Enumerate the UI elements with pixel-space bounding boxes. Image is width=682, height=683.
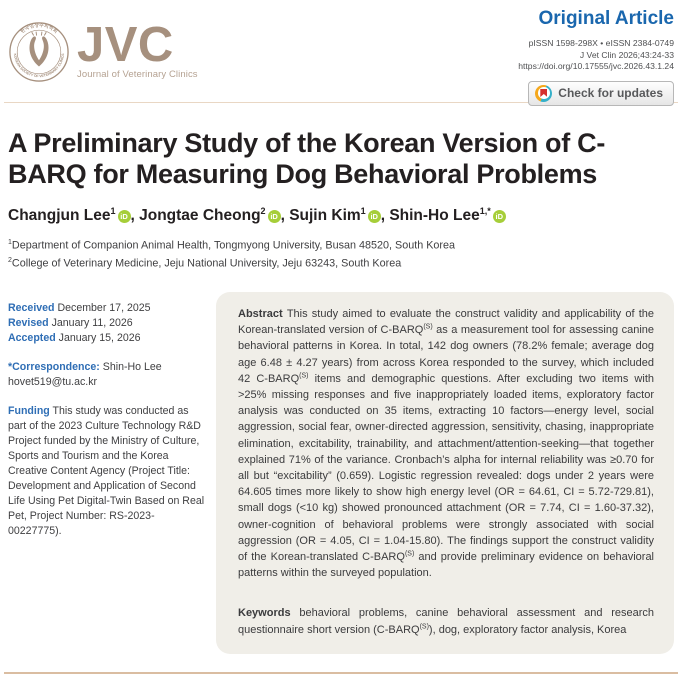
- author-affil-marker: 1: [110, 205, 116, 216]
- author-name: Sujin Kim: [289, 206, 361, 224]
- author-separator: ,: [280, 206, 290, 224]
- author: [139, 207, 289, 224]
- funding-text: This study was conducted as part of the 2023 Culture Technology R&D Project funded by the Ministry of Culture, Sports and Tourism and the Korea Creative Content Agency (Project Title: Development and Application of Second Life Using Pet Digital-Twin Based on Real Pet, Project Number: RS-2023-00227775).: [8, 404, 205, 537]
- affiliation-marker: 1: [8, 238, 12, 246]
- svg-text:한국임상수의학회: [19, 22, 60, 36]
- seal-text-top: 한국임상수의학회: [20, 23, 58, 35]
- received-label: Received: [8, 301, 55, 314]
- article-title: A Preliminary Study of the Korean Version of C-BARQ for Measuring Dog Behavioral Problems: [8, 128, 606, 190]
- author-name: Jongtae Cheong: [139, 206, 261, 224]
- accepted-date: January 15, 2026: [58, 331, 141, 344]
- author-affil-marker: 1: [360, 205, 366, 216]
- revised-date: January 11, 2026: [51, 316, 133, 329]
- affiliation-list: [8, 235, 674, 272]
- funding-label: Funding: [8, 404, 50, 417]
- correspondence-block: [8, 360, 208, 390]
- author: [389, 207, 505, 224]
- accepted-label: Accepted: [8, 331, 56, 344]
- journal-logo: [8, 17, 198, 83]
- orcid-icon[interactable]: iD: [118, 210, 131, 223]
- footer-divider: [4, 672, 678, 674]
- affiliation-text: College of Veterinary Medicine, Jeju National University, Jeju 63243, South Korea: [11, 257, 402, 270]
- abstract-text: Abstract This study aimed to evaluate the construct validity and applicability of the Korean-translated version of $C-BARQ^{(S)}$ as a measurement tool for assessing canine behavioral patterns in Korea. In total, 142 dog owners (78.2% female; average dog age 6.48 ± 4.27 years) from across Korea responded to the survey, which included 42 $C-BARQ^{(S)}$ items and demographic questions. After excluding two items with >25% missing responses and five inappropriately loaded items, exploratory factor analysis was conducted on 35 items, extracting 10 factors—energy level, social aggression, social fear, owner-directed aggression, sensitivity, chasing, inappropriate elimination, excitability, trainability, and attachment/attention-seeking—that together explained 71% of the variance. Cronbach’s alpha for internal reliability was ≥0.70 for all but “excitability” (0.659). Logistic regression revealed: dogs under 2 years were 64.605 times more likely to show high energy level (OR = 64.61, CI = 5.72-729.81), small dogs (<10 kg) showed pronounced attachment (OR = 7.74, CI = 1.60-37.32), owner-cognition of behavioral problems were strongly associated with social aggression (OR = 4.05, CI = 1.04-15.80). The findings support the construct validity of the Korean-translated $C-BARQ^{(S)}$ and provide preliminary evidence on behavioral patterns within the surveyed population.: [238, 307, 655, 580]
- received-date: December 17, 2025: [57, 301, 151, 314]
- check-for-updates-button[interactable]: [528, 81, 674, 106]
- author-separator: ,: [130, 206, 140, 224]
- publication-info: [518, 38, 674, 73]
- affiliation: [8, 235, 674, 254]
- received-line: [8, 301, 208, 316]
- revised-line: [8, 316, 208, 331]
- author: [289, 207, 389, 224]
- correspondence-line: [8, 360, 208, 375]
- header-right: [518, 5, 674, 106]
- journal-tagline: Journal of Veterinary Clinics: [77, 69, 198, 81]
- author-name: Shin-Ho Lee: [389, 206, 480, 224]
- affiliation-marker: 2: [8, 257, 12, 265]
- issn-line: pISSN 1598-298X • eISSN 2384-0749: [528, 38, 674, 48]
- correspondence-label: *Correspondence:: [8, 360, 100, 373]
- revised-label: Revised: [8, 316, 49, 329]
- author-affil-marker: 2: [260, 205, 266, 216]
- article-meta-sidebar: [8, 292, 208, 654]
- orcid-icon[interactable]: iD: [368, 210, 381, 223]
- orcid-icon[interactable]: iD: [268, 210, 281, 223]
- author-name: Changjun Lee: [8, 206, 111, 224]
- funding-block: [8, 404, 208, 539]
- abstract-panel: [216, 292, 674, 654]
- author: [8, 207, 139, 224]
- accepted-line: [8, 331, 208, 346]
- correspondence-name: Shin-Ho Lee: [102, 360, 162, 373]
- funding-line: [8, 404, 208, 539]
- journal-wordmark: [77, 17, 198, 81]
- correspondence-email[interactable]: hovet519@tu.ac.kr: [8, 375, 98, 388]
- journal-name: JVC: [77, 17, 174, 72]
- crossmark-icon: [535, 85, 552, 102]
- citation-line: J Vet Clin 2026;43:24-33: [579, 49, 674, 60]
- orcid-icon[interactable]: iD: [493, 210, 506, 223]
- history-block: [8, 301, 208, 346]
- author-affil-marker: 1,*: [479, 205, 491, 216]
- seal-animal-motif: [29, 36, 48, 66]
- article-type-label: Original Article: [538, 8, 674, 29]
- main-columns: [8, 292, 674, 654]
- author-list: [8, 206, 674, 225]
- author-separator: ,: [380, 206, 390, 224]
- doi-link[interactable]: https://doi.org/10.17555/jvc.2026.43.1.24: [518, 61, 674, 71]
- seal-text-bottom: KOREAN SOCIETY OF VETERINARY CLINICS: [12, 53, 66, 79]
- society-seal-icon: [8, 21, 70, 83]
- keywords-text: Keywords behavioral problems, canine behavioral assessment and research questionnaire short version $(C-BARQ^{(S)})$, dog, exploratory factor analysis, Korea: [238, 607, 654, 636]
- affiliation-text: Department of Companion Animal Health, Tongmyong University, Busan 48520, South Korea: [11, 239, 456, 252]
- journal-header: [8, 0, 674, 102]
- affiliation: [8, 253, 674, 272]
- check-for-updates-label: Check for updates: [558, 86, 663, 100]
